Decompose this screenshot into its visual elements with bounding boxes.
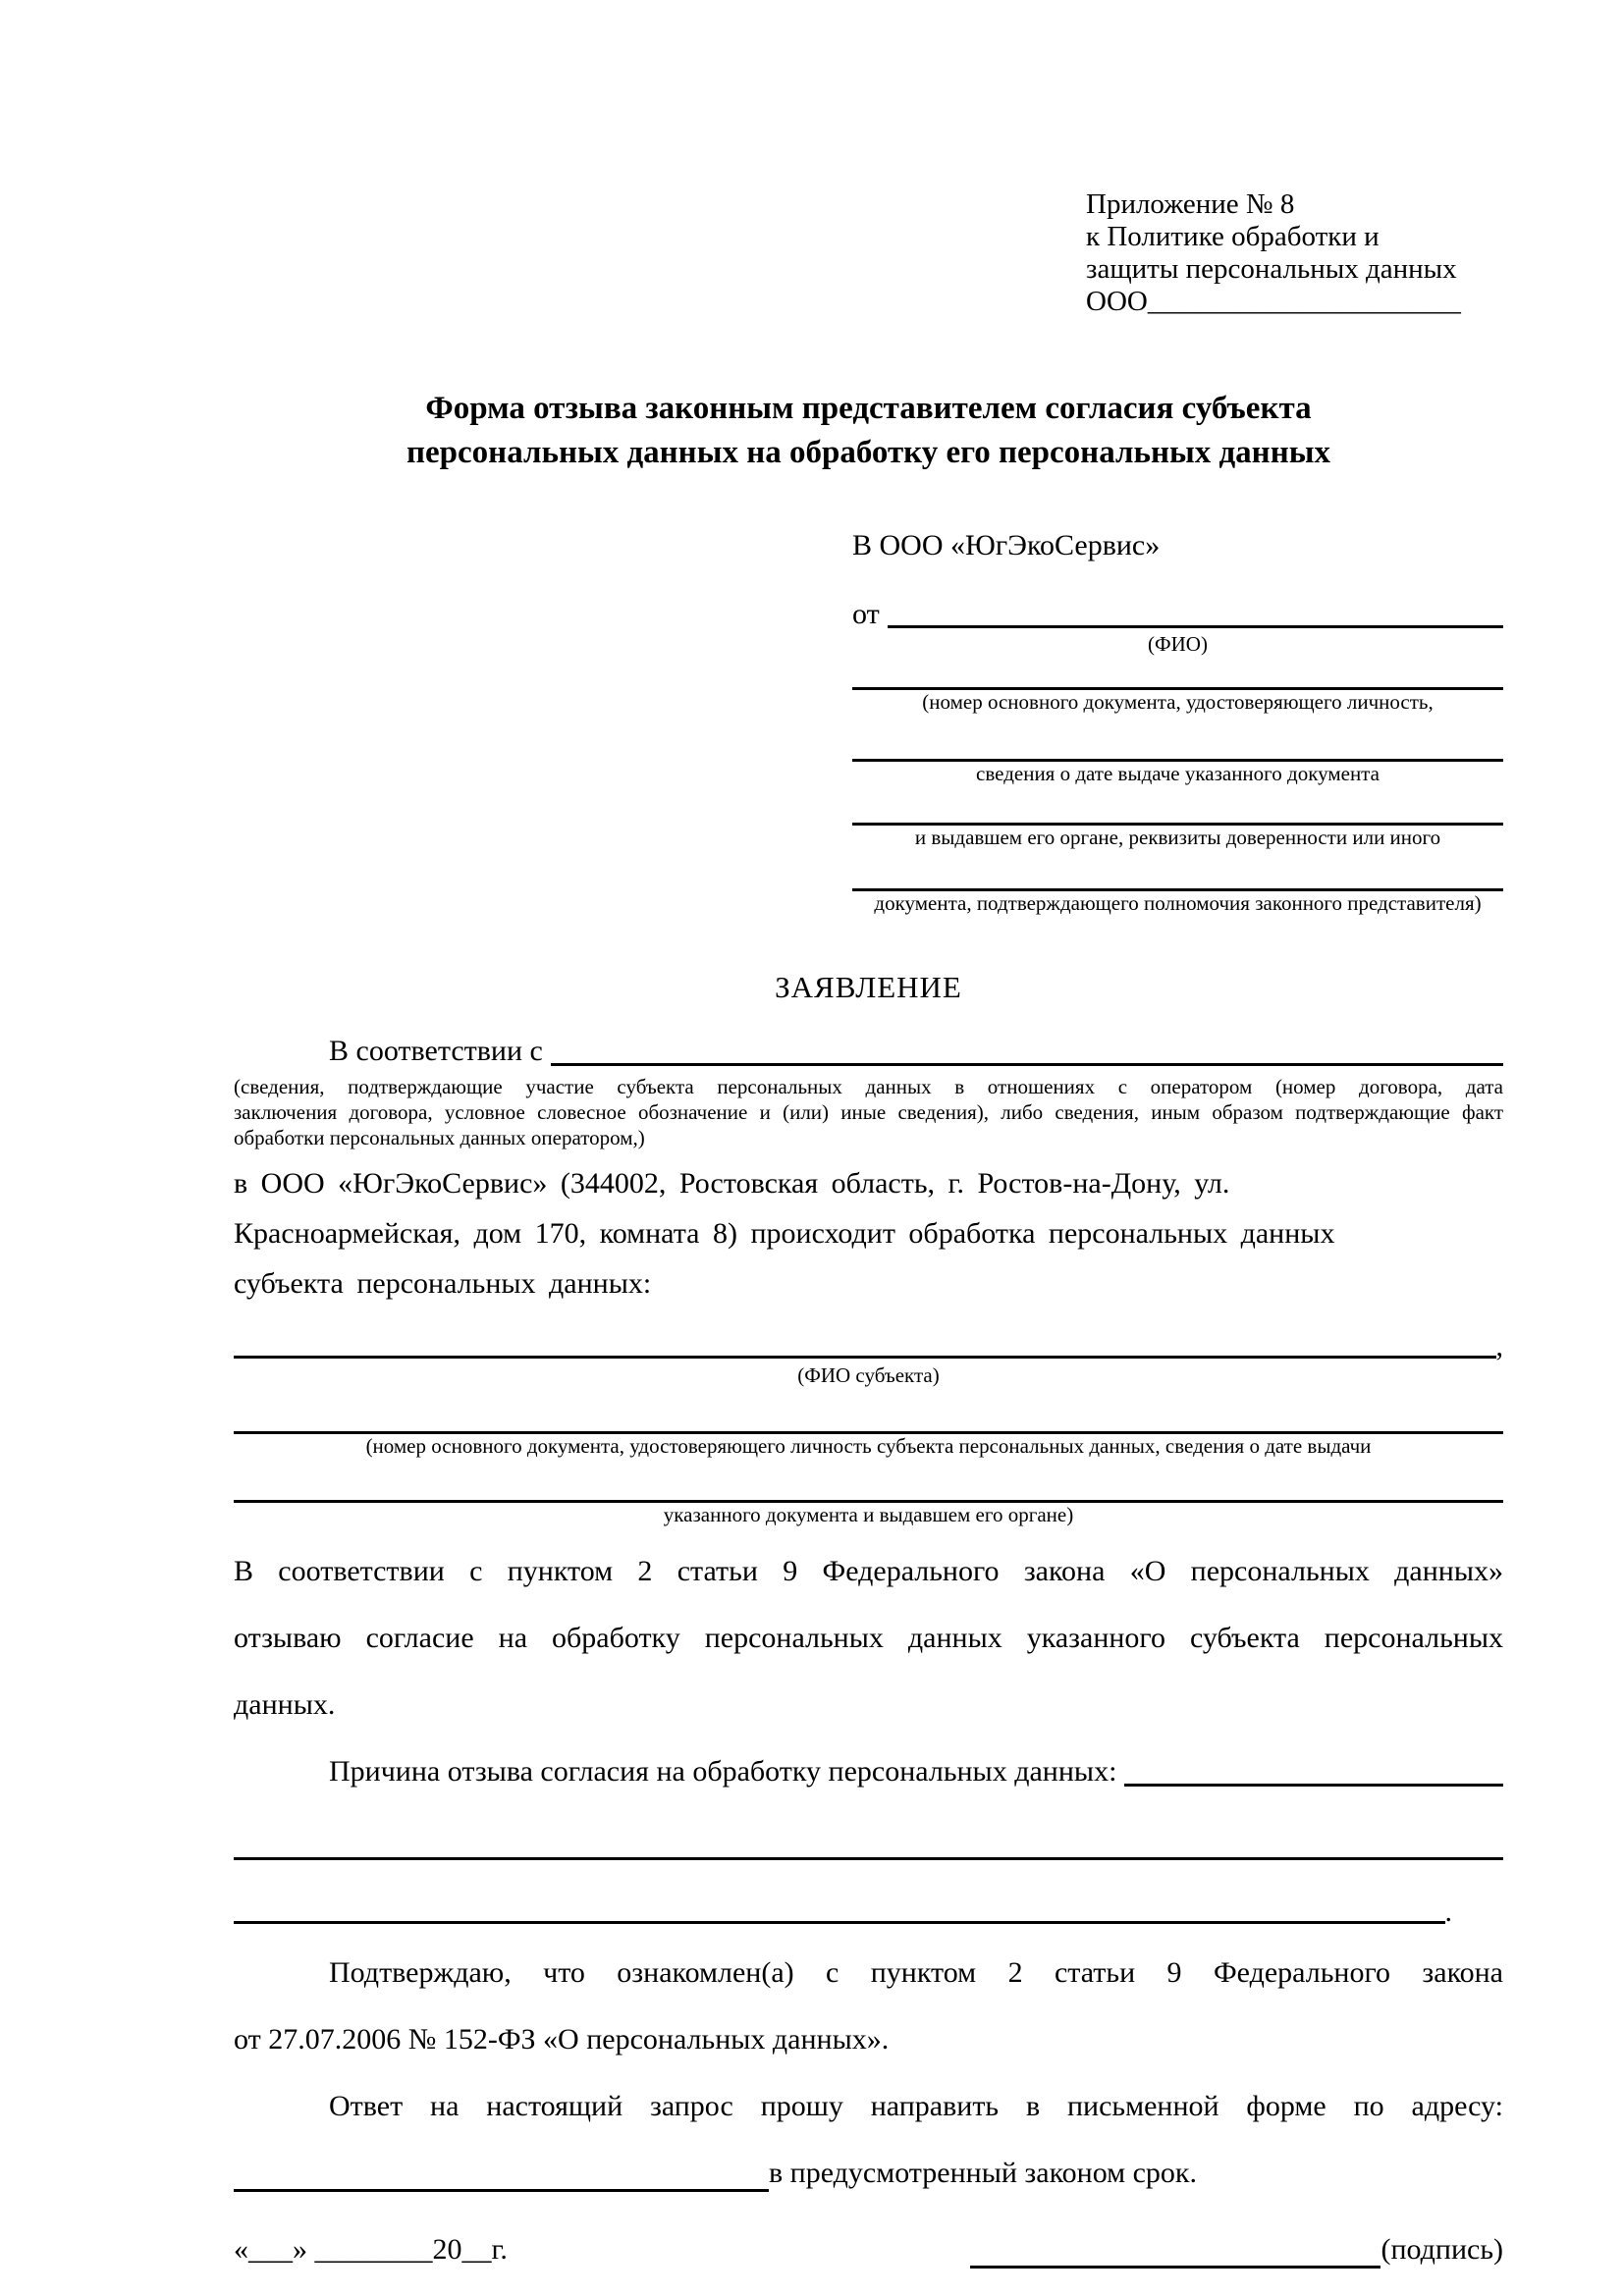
field-caption-3: и выдавшем его органе, реквизиты доверенности или иного (914, 826, 1441, 849)
reason-blank-row-2 (234, 1896, 1503, 1929)
operator-line-1: в ООО «ЮгЭкоСервис» (344002, Ростовская область, г. Ростов-на-Дону, ул. (234, 1167, 1230, 1200)
signature-line (970, 2236, 1380, 2269)
date-line: «___» ________20__г. (234, 2233, 508, 2266)
appendix-line-2: к Политике обработки и (1086, 221, 1380, 252)
fine-print-line-3: обработки персональных данных оператором,) (234, 1126, 645, 1149)
from-label: от (852, 598, 880, 630)
reply-blank-line (234, 2160, 769, 2192)
field-caption-4: документа, подтверждающего полномочия законного представителя) (874, 891, 1482, 915)
field-line-3 (852, 800, 1503, 826)
withdraw-line-1: В соответствии с пунктом 2 статьи 9 Федерального закона «О персональных данных» (234, 1555, 1503, 1587)
reason-period: . (1444, 1896, 1452, 1928)
footer-row (234, 2231, 1503, 2269)
field-caption-2: сведения о дате выдаче указанного документа (976, 762, 1380, 785)
according-row (234, 1033, 1503, 1070)
reason-fill-line (1124, 1784, 1503, 1787)
withdraw-line-2: отзываю согласие на обработку персональных данных указанного субъекта персональных (234, 1622, 1503, 1654)
operator-line-3: субъекта персональных данных: (234, 1267, 652, 1300)
appendix-line-3: защиты персональных данных (1086, 253, 1457, 285)
subject-fio-row (234, 1330, 1503, 1363)
signature-block (970, 2231, 1503, 2269)
appendix-block (1086, 188, 1503, 318)
subject-doc-caption-1: (номер основного документа, удостоверяющего личность субъекта персональных данных, сведения о дате выдачи (365, 1434, 1372, 1458)
appendix-line-1: Приложение № 8 (1086, 188, 1295, 220)
subject-doc-line-1 (234, 1404, 1503, 1434)
reason-blank-line-1 (234, 1824, 1503, 1860)
subject-fio-line (234, 1356, 1496, 1359)
subject-doc-line-2 (234, 1472, 1503, 1503)
fine-print-line-1: (сведения, подтверждающие участие субъекта персональных данных в отношениях с оператором (номер договора, дата (234, 1075, 1503, 1098)
according-text: В соответствии с (329, 1035, 543, 1067)
subject-fio-caption: (ФИО субъекта) (797, 1363, 940, 1387)
confirm-line-2: от 27.07.2006 № 152-ФЗ «О персональных данных». (234, 2023, 890, 2056)
subject-doc-caption-2: указанного документа и выдавшем его органе) (663, 1503, 1074, 1526)
reason-blank-line-2 (234, 1921, 1445, 1924)
title-line-1: Форма отзыва законным представителем согласия субъекта (425, 391, 1312, 426)
operator-paragraph (234, 1158, 1503, 1308)
subject-fio-comma: , (1495, 1330, 1503, 1362)
reason-row (234, 1753, 1503, 1790)
from-fill-line (888, 625, 1503, 628)
field-line-2 (852, 736, 1503, 762)
reason-text: Причина отзыва согласия на обработку персональных данных: (329, 1755, 1117, 1788)
field-line-1 (852, 665, 1503, 690)
field-line-4 (852, 866, 1503, 891)
addressee-org: В ООО «ЮгЭкоСервис» (852, 529, 1161, 561)
operator-line-2: Красноармейская, дом 170, комната 8) происходит обработка персональных данных (234, 1217, 1335, 1250)
reply-suffix: в предусмотренный законом срок. (769, 2157, 1197, 2189)
statement-heading: ЗАЯВЛЕНИЕ (775, 970, 962, 1004)
from-row (852, 597, 1503, 632)
fine-print (234, 1074, 1503, 1150)
field-caption-1: (номер основного документа, удостоверяющего личность, (922, 690, 1434, 714)
document-title (234, 387, 1503, 475)
confirm-line-1: Подтверждаю, что ознакомлен(а) с пунктом 2 статьи 9 Федерального закона (329, 1956, 1503, 1989)
fio-caption: (ФИО) (1148, 632, 1208, 656)
signature-caption: (подпись) (1380, 2233, 1503, 2266)
addressee-block (852, 528, 1503, 916)
document-content (234, 0, 1503, 2269)
withdraw-line-3: данных. (234, 1688, 336, 1721)
reply-line-1: Ответ на настоящий запрос прошу направить в письменной форме по адресу: (329, 2090, 1503, 2122)
reply-row-2 (234, 2155, 1503, 2192)
appendix-org-line: ООО______________________ (1086, 286, 1461, 317)
according-fill-line (551, 1063, 1503, 1066)
title-line-2: персональных данных на обработку его персональных данных (406, 435, 1330, 470)
fine-print-line-2: заключения договора, условное словесное обозначение и (или) иные сведения), либо сведения, иным образом подтверждающие факт (234, 1100, 1503, 1124)
